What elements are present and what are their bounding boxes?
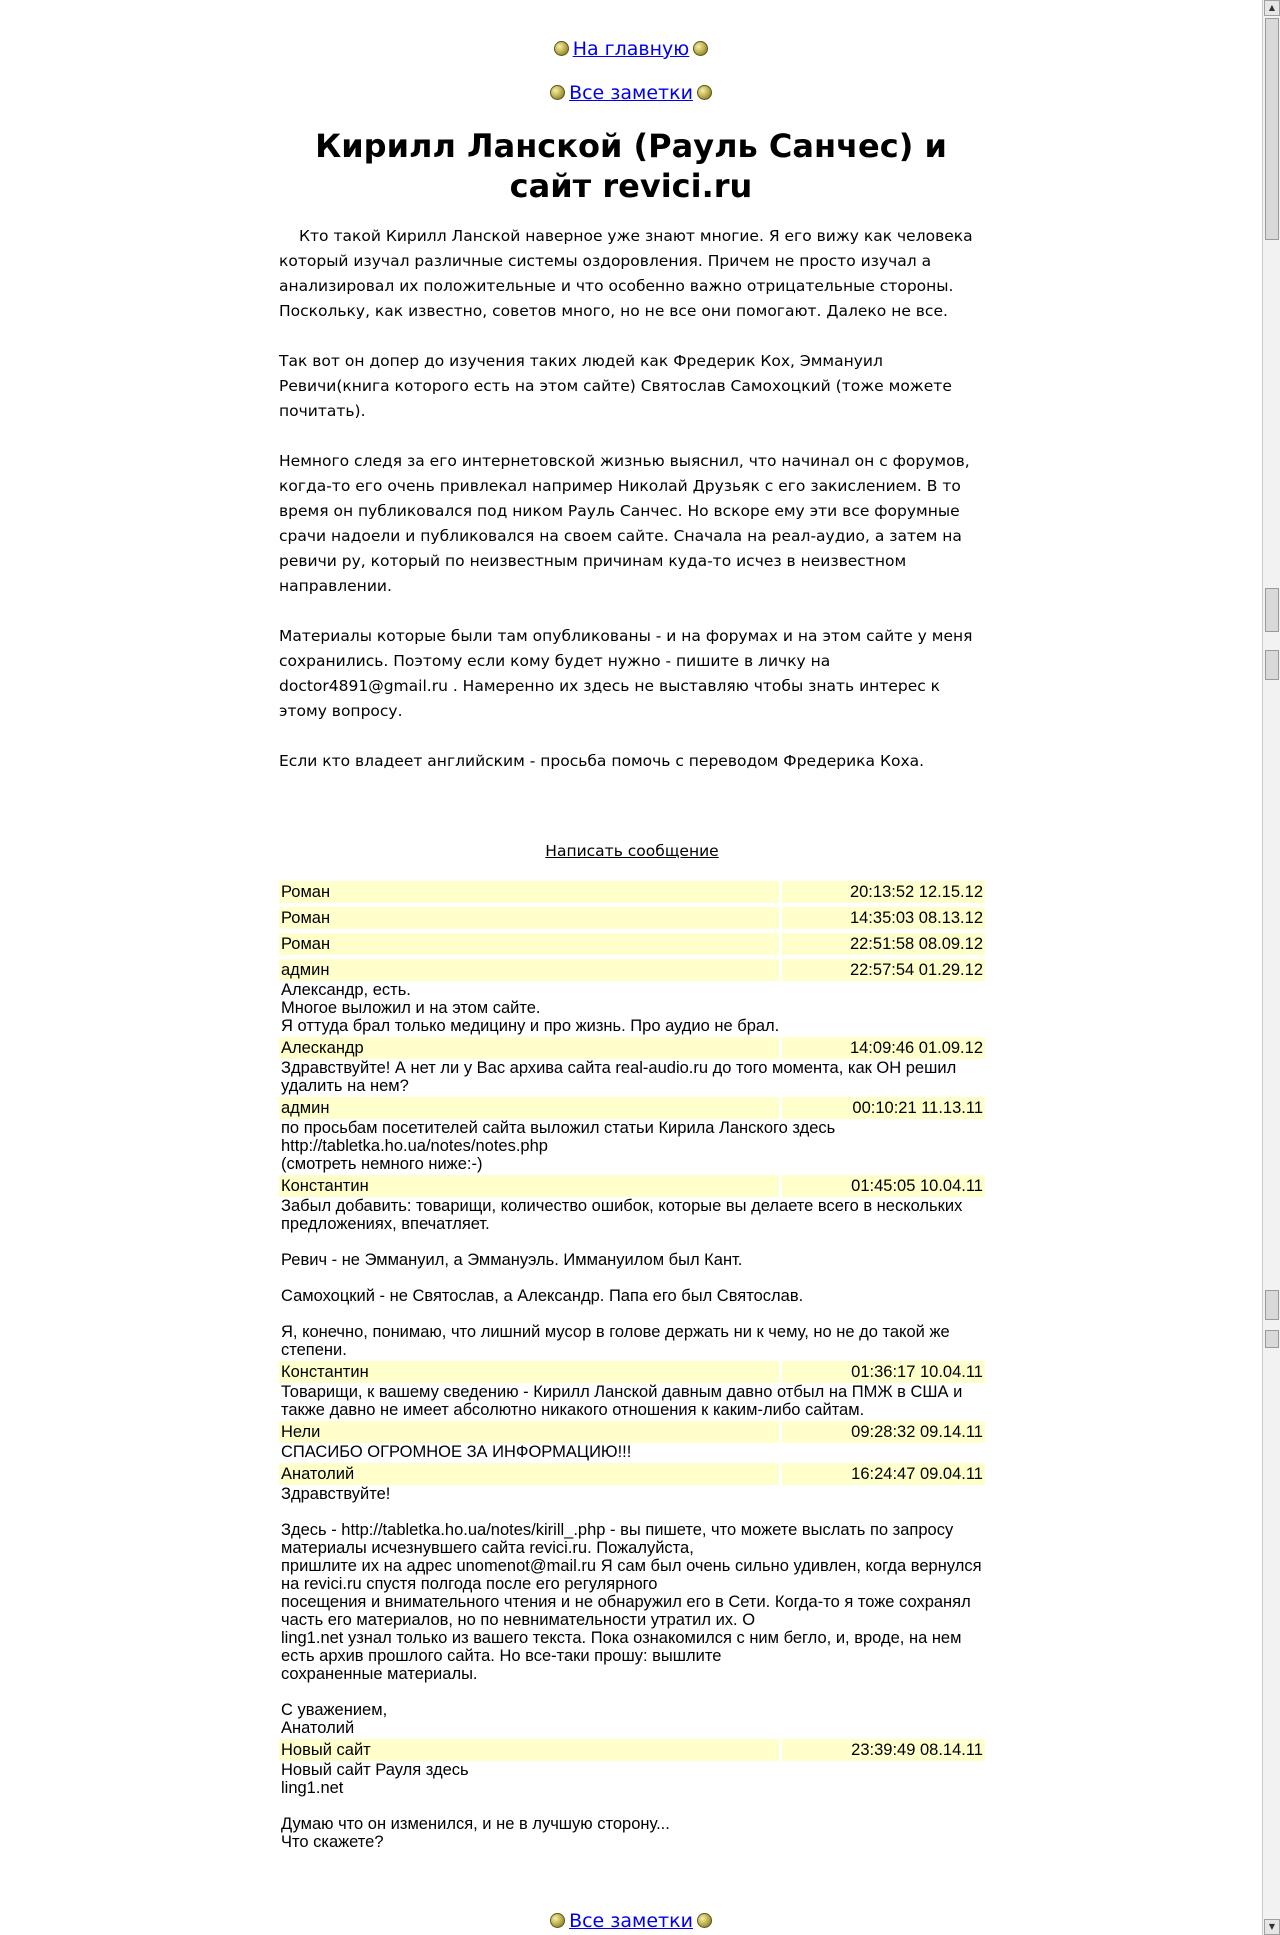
scroll-up-icon[interactable]: ▲ bbox=[1264, 0, 1280, 16]
home-link[interactable]: На главную bbox=[572, 38, 690, 60]
bottom-all-notes-link[interactable]: Все заметки bbox=[569, 1910, 693, 1932]
comment-author: Роман bbox=[279, 933, 779, 955]
comment-author: Алескандр bbox=[279, 1037, 779, 1059]
scrollbar-thumb[interactable] bbox=[1265, 18, 1279, 240]
scrollbar-marker bbox=[1265, 1290, 1279, 1320]
comment-header bbox=[279, 959, 985, 981]
comment-body: СПАСИБО ОГРОМНОЕ ЗА ИНФОРМАЦИЮ!!! bbox=[281, 1443, 632, 1461]
article-body bbox=[279, 224, 985, 799]
comment-header bbox=[279, 1037, 985, 1059]
comment-header bbox=[279, 881, 985, 903]
bullet-icon bbox=[697, 1913, 712, 1928]
comment-author: Нели bbox=[279, 1421, 779, 1443]
comment-author: Константин bbox=[279, 1175, 779, 1197]
comment-timestamp: 14:09:46 01.09.12 bbox=[782, 1037, 985, 1059]
comment-author: Новый сайт bbox=[279, 1739, 779, 1761]
comments-list bbox=[279, 881, 985, 1853]
article-paragraph: Если кто владеет английским - просьба помочь с переводом Фредерика Коха. bbox=[279, 752, 925, 770]
vertical-scrollbar[interactable] bbox=[1262, 0, 1280, 1935]
article-paragraph: Немного следя за его интернетовской жизнью выяснил, что начинал он с форумов, когда-то его очень привлекал например Николай Друзьяк с его закислением. В то время он публиковался под ником Рауль Санчес. Но вскоре ему эти все форумные срачи надоели и публиковался на своем сайте. Сначала на реал-аудио, а затем на ревичи ру, который по неизвестным причинам куда-то исчез в неизвестном направлении. bbox=[279, 452, 970, 595]
bullet-icon bbox=[550, 1913, 565, 1928]
scrollbar-marker bbox=[1265, 588, 1279, 632]
comment-header bbox=[279, 933, 985, 955]
comment-timestamp: 09:28:32 09.14.11 bbox=[782, 1421, 985, 1443]
comment-header bbox=[279, 1739, 985, 1761]
comment-author: админ bbox=[279, 959, 779, 981]
nav-bottom-row bbox=[0, 1909, 1262, 1933]
comment-timestamp: 01:36:17 10.04.11 bbox=[782, 1361, 985, 1383]
bullet-icon bbox=[550, 85, 565, 100]
comment-body: по просьбам посетителей сайта выложил статьи Кирила Ланского здесь http://tabletka.ho.ua/notes/notes.php (смотреть немного ниже:-) bbox=[281, 1119, 836, 1173]
scroll-down-icon[interactable]: ▼ bbox=[1264, 1919, 1280, 1935]
comment-body: Новый сайт Рауля здесь ling1.net Думаю что он изменился, и не в лучшую сторону... Что скажете? bbox=[281, 1761, 670, 1851]
all-notes-link[interactable]: Все заметки bbox=[569, 82, 693, 104]
nav-home-row bbox=[0, 37, 1262, 61]
scrollbar-marker bbox=[1265, 650, 1279, 680]
comment-timestamp: 20:13:52 12.15.12 bbox=[782, 881, 985, 903]
comment-header bbox=[279, 907, 985, 929]
article-paragraph: Материалы которые были там опубликованы - и на форумах и на этом сайте у меня сохранились. Поэтому если кому будет нужно - пишите в личку на doctor4891@gmail.ru . Намеренно их здесь не выставляю чтобы знать интерес к этому вопросу. bbox=[279, 627, 973, 720]
comment-author: Анатолий bbox=[279, 1463, 779, 1485]
comment-timestamp: 00:10:21 11.13.11 bbox=[782, 1097, 985, 1119]
scrollbar-marker bbox=[1265, 1330, 1279, 1348]
comment-author: Роман bbox=[279, 907, 779, 929]
comment-timestamp: 23:39:49 08.14.11 bbox=[782, 1739, 985, 1761]
nav-all-notes-row bbox=[0, 81, 1262, 105]
comment-timestamp: 16:24:47 09.04.11 bbox=[782, 1463, 985, 1485]
article-paragraph: Кто такой Кирилл Ланской наверное уже знают многие. Я его вижу как человека который изучал различные системы оздоровления. Причем не просто изучал а анализировал их положительные и что особенно важно отрицательные стороны. Поскольку, как известно, советов много, но не все они помогают. Далеко не все. bbox=[279, 227, 973, 320]
comment-body: Здравствуйте! Здесь - http://tabletka.ho.ua/notes/kirill_.php - вы пишете, что можете выслать по запросу материалы исчезнувшего сайта revici.ru. Пожалуйста, пришлите их на адрес unomenot@mail.ru Я сам был очень сильно удивлен, когда вернулся на revici.ru спустя полгода после его регулярного посещения и внимательного чтения и не обнаружил его в Сети. Когда-то я тоже сохранял часть его материалов, но по невнимательности утратил их. О ling1.net узнал только из вашего текста. Пока ознакомился с ним бегло, и, вроде, на нем есть архив прошлого сайта. Но все-таки прошу: вышлите сохраненные материалы. С уважением, Анатолий bbox=[281, 1485, 982, 1737]
write-message-link[interactable]: Написать сообщение bbox=[545, 842, 719, 860]
comment-header bbox=[279, 1175, 985, 1197]
comment-body: Александр, есть. Многое выложил и на этом сайте. Я оттуда брал только медицину и про жизнь. Про аудио не брал. bbox=[281, 981, 780, 1035]
comment-body: Товарищи, к вашему сведению - Кирилл Ланской давным давно отбыл на ПМЖ в США и также давно не имеет абсолютно никакого отношения к каким-либо сайтам. bbox=[281, 1383, 967, 1419]
page-title: Кирилл Ланской (Рауль Санчес) и сайт revici.ru bbox=[315, 127, 947, 205]
comment-header bbox=[279, 1421, 985, 1443]
comment-timestamp: 14:35:03 08.13.12 bbox=[782, 907, 985, 929]
comment-header bbox=[279, 1361, 985, 1383]
comment-author: админ bbox=[279, 1097, 779, 1119]
comment-timestamp: 22:51:58 08.09.12 bbox=[782, 933, 985, 955]
bullet-icon bbox=[697, 85, 712, 100]
comment-author: Роман bbox=[279, 881, 779, 903]
comment-body: Здравствуйте! А нет ли у Вас архива сайта real-audio.ru до того момента, как ОН решил удалить на нем? bbox=[281, 1059, 961, 1095]
comment-timestamp: 01:45:05 10.04.11 bbox=[782, 1175, 985, 1197]
comment-header bbox=[279, 1463, 985, 1485]
comment-header bbox=[279, 1097, 985, 1119]
bullet-icon bbox=[693, 41, 708, 56]
write-message-row bbox=[279, 840, 985, 862]
comment-author: Константин bbox=[279, 1361, 779, 1383]
article-paragraph: Так вот он допер до изучения таких людей как Фредерик Кох, Эммануил Ревичи(книга которого есть на этом сайте) Святослав Самохоцкий (тоже можете почитать). bbox=[279, 352, 952, 420]
comment-timestamp: 22:57:54 01.29.12 bbox=[782, 959, 985, 981]
bullet-icon bbox=[554, 41, 569, 56]
comment-body: Забыл добавить: товарищи, количество ошибок, которые вы делаете всего в нескольких предложениях, впечатляет. Ревич - не Эммануил, а Эммануэль. Иммануилом был Кант. Самохоцкий - не Святослав, а Александр. Папа его был Святослав. Я, конечно, понимаю, что лишний мусор в голове держать ни к чему, но не до такой же степени. bbox=[281, 1197, 963, 1359]
